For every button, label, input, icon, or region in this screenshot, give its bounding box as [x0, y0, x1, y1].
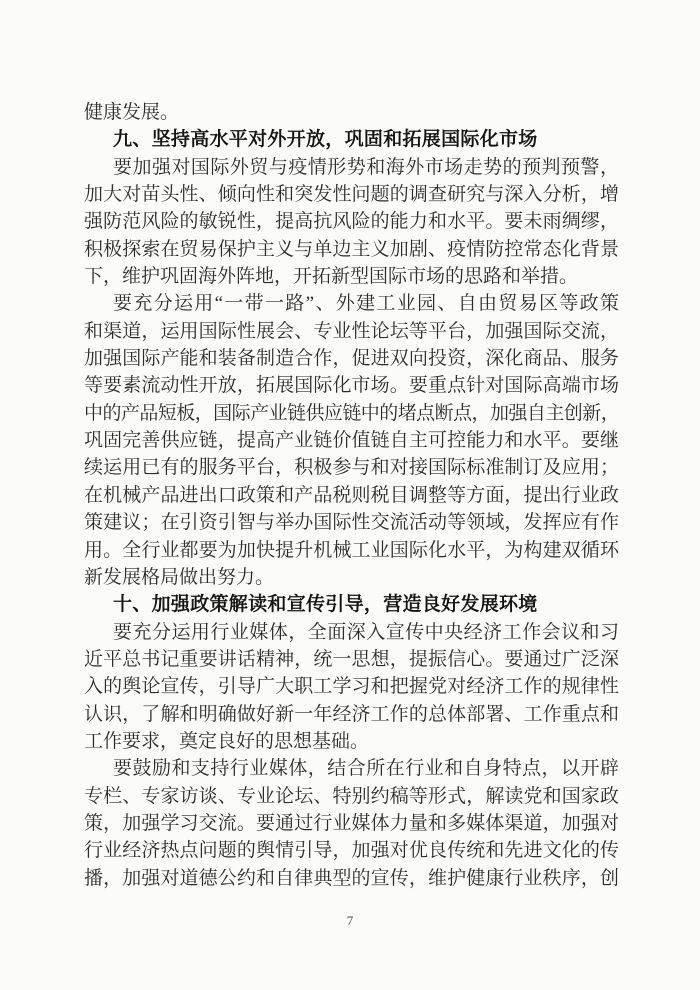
- document-line: 续运用已有的服务平台，积极参与和对接国际标准制订及应用；: [84, 457, 619, 479]
- document-line: 在机械产品进出口政策和产品税则税目调整等方面，提出行业政: [84, 484, 619, 506]
- document-line: 工作要求，奠定良好的思想基础。: [84, 730, 370, 752]
- document-line: 要充分运用行业媒体，全面深入宣传中央经济工作会议和习: [113, 621, 619, 643]
- document-line: 策建议；在引资引智与举办国际性交流活动等领域，发挥应有作: [84, 512, 619, 534]
- document-line: 加强国际产能和装备制造合作，促进双向投资，深化商品、服务: [84, 348, 619, 370]
- section-heading: 九、坚持高水平对外开放，巩固和拓展国际化市场: [113, 129, 538, 151]
- document-line: 播，加强对道德公约和自律典型的宣传，维护健康行业秩序，创: [84, 867, 619, 889]
- document-line: 巩固完善供应链，提高产业链价值链自主可控能力和水平。要继: [84, 430, 619, 452]
- document-line: 用。全行业都要为加快提升机械工业国际化水平，为构建双循环: [84, 539, 619, 561]
- document-line: 积极探索在贸易保护主义与单边主义加剧、疫情防控常态化背景: [84, 238, 619, 260]
- section-heading: 十、加强政策解读和宣传引导，营造良好发展环境: [113, 594, 538, 616]
- document-line: 等要素流动性开放，拓展国际化市场。要重点针对国际高端市场: [84, 375, 619, 397]
- document-line: 认识，了解和明确做好新一年经济工作的总体部署、工作重点和: [84, 703, 619, 725]
- document-line: 专栏、专家访谈、专业论坛、特别约稿等形式，解读党和国家政: [84, 785, 619, 807]
- document-line: 要鼓励和支持行业媒体，结合所在行业和自身特点，以开辟: [113, 758, 619, 780]
- document-line: 近平总书记重要讲话精神，统一思想，提振信心。要通过广泛深: [84, 648, 619, 670]
- document-line: 加大对苗头性、倾向性和突发性问题的调查研究与深入分析，增: [84, 184, 619, 206]
- document-line: 要充分运用“一带一路”、外建工业园、自由贸易区等政策: [113, 293, 619, 315]
- page-number: 7: [346, 913, 354, 928]
- document-line: 健康发展。: [84, 102, 180, 123]
- document-body: [84, 99, 619, 892]
- document-line: 新发展格局做出努力。: [84, 566, 275, 588]
- document-line: 策，加强学习交流。要通过行业媒体力量和多媒体渠道，加强对: [84, 812, 619, 834]
- document-line: 中的产品短板，国际产业链供应链中的堵点断点，加强自主创新，: [84, 402, 619, 424]
- document-line: 强防范风险的敏锐性，提高抗风险的能力和水平。要未雨绸缪，: [84, 211, 619, 233]
- document-line: 下，维护巩固海外阵地，开拓新型国际市场的思路和举措。: [84, 266, 579, 288]
- document-line: 要加强对国际外贸与疫情形势和海外市场走势的预判预警，: [113, 156, 619, 178]
- document-line: 行业经济热点问题的舆情引导，加强对优良传统和先进文化的传: [84, 840, 619, 862]
- document-line: 入的舆论宣传，引导广大职工学习和把握党对经济工作的规律性: [84, 676, 619, 698]
- document-line: 和渠道，运用国际性展会、专业性论坛等平台，加强国际交流，: [84, 320, 619, 342]
